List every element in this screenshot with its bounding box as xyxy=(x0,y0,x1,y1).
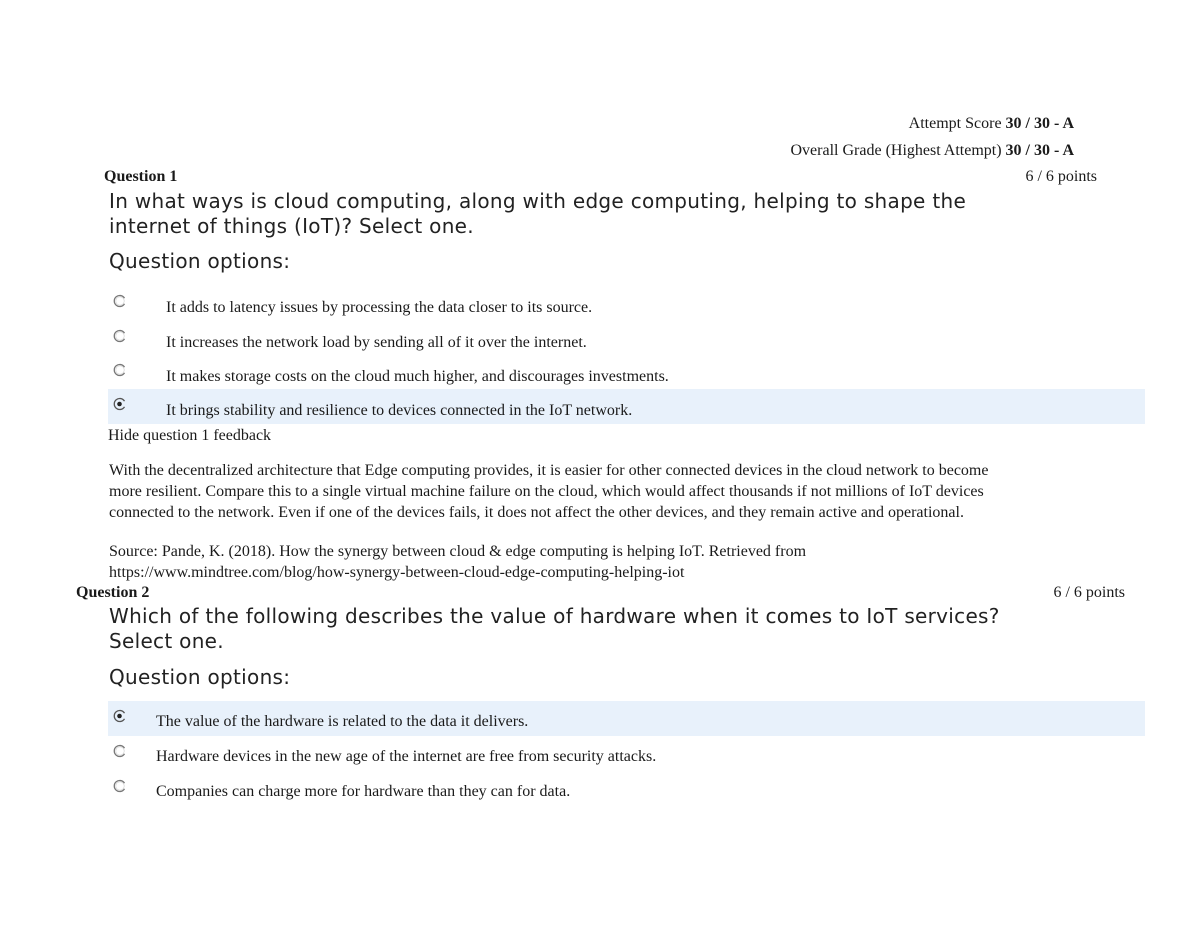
radio-checked-icon[interactable] xyxy=(113,397,127,411)
question-1-text-line: internet of things (IoT)? Select one. xyxy=(109,214,474,238)
feedback-line: connected to the network. Even if one of the devices fails, it does not affect the other devices, and they remain active and operational. xyxy=(109,504,964,521)
question-2-text xyxy=(109,604,1149,654)
question-1-text-line: In what ways is cloud computing, along with edge computing, helping to shape the xyxy=(109,189,967,213)
source-url: https://www.mindtree.com/blog/how-synergy-between-cloud-edge-computing-helping-iot xyxy=(109,564,685,581)
radio-unchecked-icon[interactable] xyxy=(113,329,127,343)
q2-option-3[interactable] xyxy=(108,775,1145,810)
radio-unchecked-icon[interactable] xyxy=(113,363,127,377)
q2-option-2[interactable] xyxy=(108,740,1145,775)
question-1-points: 6 / 6 points xyxy=(1025,168,1097,185)
q1-option-2[interactable] xyxy=(108,325,1145,360)
source-line: Source: Pande, K. (2018). How the synergy between cloud & edge computing is helping IoT. Retrieved from xyxy=(109,543,807,560)
overall-grade-label: Overall Grade (Highest Attempt) xyxy=(790,142,1002,159)
q1-option-3-text: It makes storage costs on the cloud much higher, and discourages investments. xyxy=(166,368,669,385)
question-1-text xyxy=(109,189,1129,239)
question-2-options-label: Question options: xyxy=(109,665,291,689)
radio-checked-icon[interactable] xyxy=(113,709,127,723)
attempt-score-label: Attempt Score xyxy=(908,115,1002,132)
q1-option-2-text: It increases the network load by sending all of it over the internet. xyxy=(166,334,587,351)
question-2-label: Question 2 xyxy=(76,584,150,601)
q2-option-2-text: Hardware devices in the new age of the internet are free from security attacks. xyxy=(156,748,657,765)
radio-unchecked-icon[interactable] xyxy=(113,779,127,793)
attempt-score xyxy=(909,115,1074,133)
radio-unchecked-icon[interactable] xyxy=(113,294,127,308)
q1-option-4[interactable] xyxy=(108,389,1145,424)
q1-option-1[interactable] xyxy=(108,290,1145,325)
attempt-score-value: 30 / 30 - A xyxy=(1005,115,1074,132)
overall-grade xyxy=(791,142,1075,160)
q2-option-3-text: Companies can charge more for hardware than they can for data. xyxy=(156,783,571,800)
question-1-label: Question 1 xyxy=(104,168,178,185)
question-1-feedback xyxy=(109,460,1169,523)
question-1-options-label: Question options: xyxy=(109,249,291,273)
overall-grade-value: 30 / 30 - A xyxy=(1005,142,1074,159)
q1-option-1-text: It adds to latency issues by processing the data closer to its source. xyxy=(166,299,593,316)
feedback-line: With the decentralized architecture that Edge computing provides, it is easier for other connected devices in the cloud network to become xyxy=(109,462,989,479)
hide-feedback-toggle[interactable]: Hide question 1 feedback xyxy=(108,427,272,444)
feedback-line: more resilient. Compare this to a single virtual machine failure on the cloud, which would affect thousands if not millions of IoT devices xyxy=(109,483,984,500)
question-2-points: 6 / 6 points xyxy=(1053,584,1125,601)
question-2-text-line: Select one. xyxy=(109,629,224,653)
radio-unchecked-icon[interactable] xyxy=(113,744,127,758)
q1-option-4-text: It brings stability and resilience to devices connected in the IoT network. xyxy=(166,402,633,419)
question-2-text-line: Which of the following describes the value of hardware when it comes to IoT services? xyxy=(109,604,1000,628)
q2-option-1-text: The value of the hardware is related to the data it delivers. xyxy=(156,713,529,730)
q2-option-1[interactable] xyxy=(108,701,1145,736)
question-1-source xyxy=(109,541,1169,583)
